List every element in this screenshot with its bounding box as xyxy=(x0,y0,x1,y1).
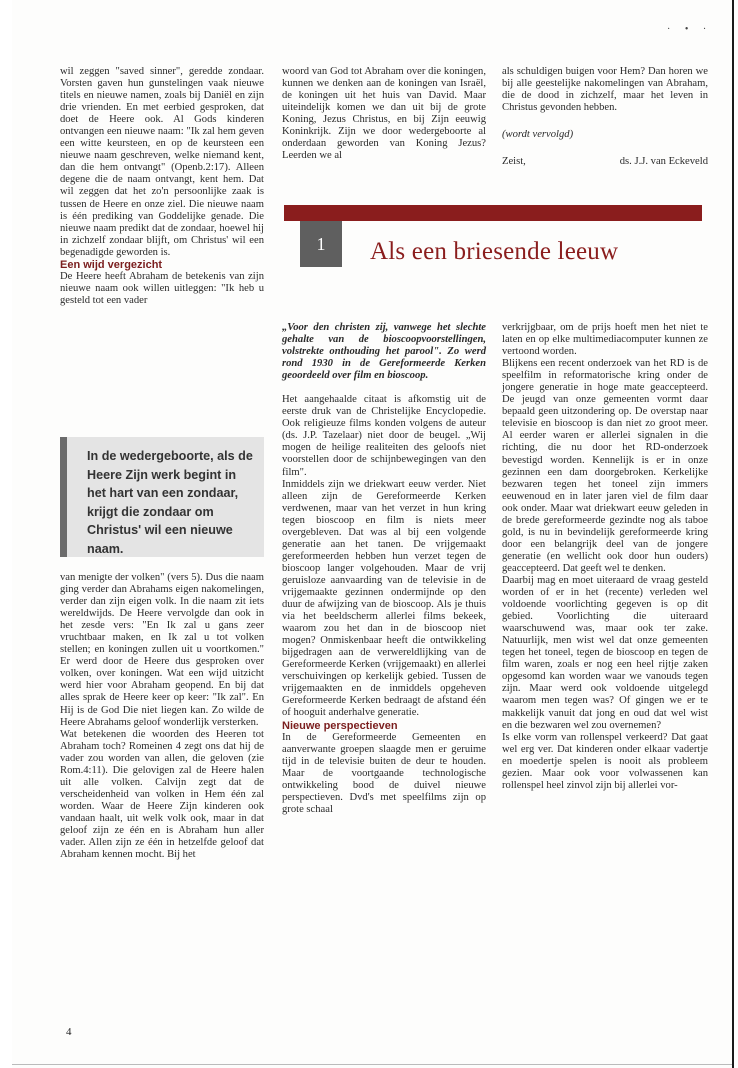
article-number: 1 xyxy=(300,221,342,267)
article-right-column xyxy=(502,322,708,792)
paragraph: Daarbij mag en moet uiteraard de vraag gesteld worden of er in het (recente) verleden wel voldoende voorlichting gegeven is op dit gebied. Voorlichting die uiteraard waarschuwend was, maar ook ter zake. Natuurlijk, men wist wel dat onze gemeenten tegen het toneel, tegen de bioscoop en tegen de film waren, zoals er nog een heel rijtje zaken opgesomd kan worden waar we vanouds tegen zijn. Maar werd ook voldoende uitgelegd waarom men tegen was? Of gingen we er te makkelijk vanuit dat jong en oud dat wel wist en die bezwaren wel zou overnemen? xyxy=(502,574,708,731)
paragraph: als schuldigen buigen voor Hem? Dan horen we bij alle geestelijke nakomelingen van Abraham, die de dood in zichzelf, maar het leven in Christus gevonden hebben. xyxy=(502,66,708,114)
to-be-continued: (wordt vervolgd) xyxy=(502,129,574,141)
left-column-top xyxy=(60,66,264,307)
pull-quote: In de wedergeboorte, als de Heere Zijn werk begint in het hart van een zondaar, krijgt die zondaar om Christus' wil een nieuwe naam. xyxy=(87,449,253,556)
signature xyxy=(502,156,708,168)
paragraph: Is elke vorm van rollenspel verkeerd? Dat gaat wel erg ver. Dat kinderen onder elkaar vadertje en moedertje spelen is nooit als probleem gezien. Maar ook voor volwassenen kan rollenspel heel zinvol zijn bij allerlei vor- xyxy=(502,731,708,791)
paragraph: wil zeggen "saved sinner", geredde zondaar. Vorsten gaven hun gunstelingen vaak nieuwe titels en nieuwe namen, zoals bij Daniël en zijn drie vrienden. En met eerbied gesproken, dat doet de Heere ook. Al Gods kinderen ontvangen een nieuwe naam: "Ik zal hem geven een witte keursteen, en op de keursteen een nieuwe naam geschreven, welke niemand kent, dan die hem ontvangt" (Openb.2:17). Alleen degene die de naam ontvangt, kent hem. Dat wil zeggen dat het zo'n persoonlijke zaak is tussen de Heere en onze ziel. Die nieuwe naam is één prediking van Goddelijke genade. Die nieuwe naam predikt dat de zondaar, hoewel hij in zichzelf zondaar blijft, om Christus' wil een begenadigde geworden is. xyxy=(60,66,264,258)
page-number: 4 xyxy=(66,1026,72,1038)
article-banner xyxy=(284,205,702,221)
paragraph: verkrijgbaar, om de prijs hoeft men het niet te laten en op elke multimediacomputer kunnen ze vertoond worden. xyxy=(502,322,708,358)
article-title: Als een briesende leeuw xyxy=(370,238,619,265)
paragraph: van menigte der volken" (vers 5). Dus die naam ging verder dan Abrahams eigen nakomelingen, verder dan zijn eigen volk. In die naam zit iets wereldwijds. De Heere vervolgde dan ook in het zesde vers: "En Ik zal u gans zeer vruchtbaar maken, en Ik zal u tot volken stellen; en koningen zullen uit u voortkomen." Er werd door de Heere dus gesproken over volken, over koningen. Wat een wijd uitzicht werd hier voor Abraham geopend. En bij dat alles sprak de Heere keer op keer: "Ik zal". En Hij is de God Die niet liegen kan. Zo wilde de Heere Abrahams geloof wonderlijk versterken. xyxy=(60,572,264,728)
right-column-top xyxy=(502,66,708,168)
paragraph: Blijkens een recent onderzoek van het RD is de speelfilm in reformatorische kring onder de jongere generatie in hoge mate geaccepteerd. De jeugd van onze gemeenten vormt daar bepaald geen uitzondering op. De overstap naar televisie en bioscoop is dan niet zo groot meer. Al eerder waren er allerlei signalen in die richting, die nu door het RD-onderzoek bevestigd worden. Kennelijk is er in onze gezinnen een dam doorgebroken. Kerkelijke bezwaren tegen het toneel zijn immers eeuwenoud en in later jaren viel de film daar ook onder. Maar wat driekwart eeuw geleden in de brede gereformeerde gezindte nog als taboe gold, is nu in bevindelijk gereformeerde kring door een belangrijk deel van de jongere generatie (en wellicht ook door hun ouders) geaccepteerd. Dat geeft wel te denken. xyxy=(502,358,708,574)
paragraph: Het aangehaalde citaat is afkomstig uit de eerste druk van de Christelijke Encyclopedie. Ook religieuze films konden volgens de auteur (ds. J.P. Tazelaar) niet door de beugel. „Wij mogen de heilige realiteiten des geloofs niet voorstellen door de schijnbewegingen van den film". xyxy=(282,394,486,478)
page-bottom-edge xyxy=(12,1064,732,1065)
paragraph: Inmiddels zijn we driekwart eeuw verder. Niet alleen zijn de Gereformeerde Kerken verdwenen, maar van het verzet in hun kring tegen bioscoop en film is niets meer overgebleven. Dat was al bij een volgende generatie aan het tanen. De vrijgemaakt gereformeerden hebben hun verzet tegen de bioscoop langer volgehouden. Maar de vrij geruisloze aanvaarding van de televisie in de vrijgemaakte gezinnen ondermijnde op den duur de afwijzing van de bioscoop. Als je thuis via het beeldscherm allerlei films bekeek, waarom zou het dan in de bioscoop niet mogen? Onmiskenbaar heeft die ontwikkeling bijgedragen aan de verwereldlijking van de Gereformeerde Kerken (vrijgemaakt) en allerlei verschuivingen op kerkelijk gebied. Tussen de vrijgemaakten en de inmiddels opgeheven Gereformeerde Kerken bedraagt de afstand één of hooguit anderhalve generatie. xyxy=(282,478,486,719)
signature-author: ds. J.J. van Eckeveld xyxy=(619,156,708,168)
middle-column-top xyxy=(282,66,486,162)
subheading: Nieuwe perspectieven xyxy=(282,719,398,732)
magazine-page xyxy=(12,0,734,1068)
paragraph: In de Gereformeerde Gemeenten en aanverwante groepen slaagde men er geruime tijd in de televisie buiten de deur te houden. Maar de voortgaande technologische ontwikkeling bood de duivel nieuwe perspectieven. Dvd's met speelfilms zijn op grote schaal xyxy=(282,731,486,815)
signature-place: Zeist, xyxy=(502,156,526,168)
article-lead: „Voor den christen zij, vanwege het slechte gehalte van de bioscoopvoorstellingen, volstrekte onthouding het parool". Zo werd rond 1930 in de Gereformeerde Kerken geoordeeld over film en bioscoop. xyxy=(282,322,486,382)
paragraph: Wat betekenen die woorden des Heeren tot Abraham toch? Romeinen 4 zegt ons dat hij de vader zou worden van allen, die geloven (zie Rom.4:11). Die gelovigen zal de Heere halen uit alle volken. Calvijn zegt dat de verscheidenheid van volken in Hem één zal worden. Waar de Heere Zijn kinderen ook vandaan haalt, uit welk volk ook, maar in dat geloof zijn ze één en is Abraham hun aller vader. Allen zijn ze één in hetzelfde geloof dat Abraham kennen mocht. Bij het xyxy=(60,728,264,861)
subheading: Een wijd vergezicht xyxy=(60,258,163,271)
paragraph: woord van God tot Abraham over die koningen, kunnen we denken aan de koningen van Israël, de koningen uit het huis van David. Maar uiteindelijk komen we dan uit bij de grote Koning, Jezus Christus, en bij Zijn eeuwig Koninkrijk. Zijn we door wedergeboorte al onderdaan geworden van Koning Jezus? Leerden we al xyxy=(282,66,486,162)
scan-marks: · • · xyxy=(667,24,713,35)
article-middle-column xyxy=(282,322,486,816)
paragraph: De Heere heeft Abraham de betekenis van zijn nieuwe naam ook willen uitleggen: "Ik heb u gesteld tot een vader xyxy=(60,270,264,306)
pull-quote-box xyxy=(60,437,264,557)
left-column-bottom xyxy=(60,572,264,861)
